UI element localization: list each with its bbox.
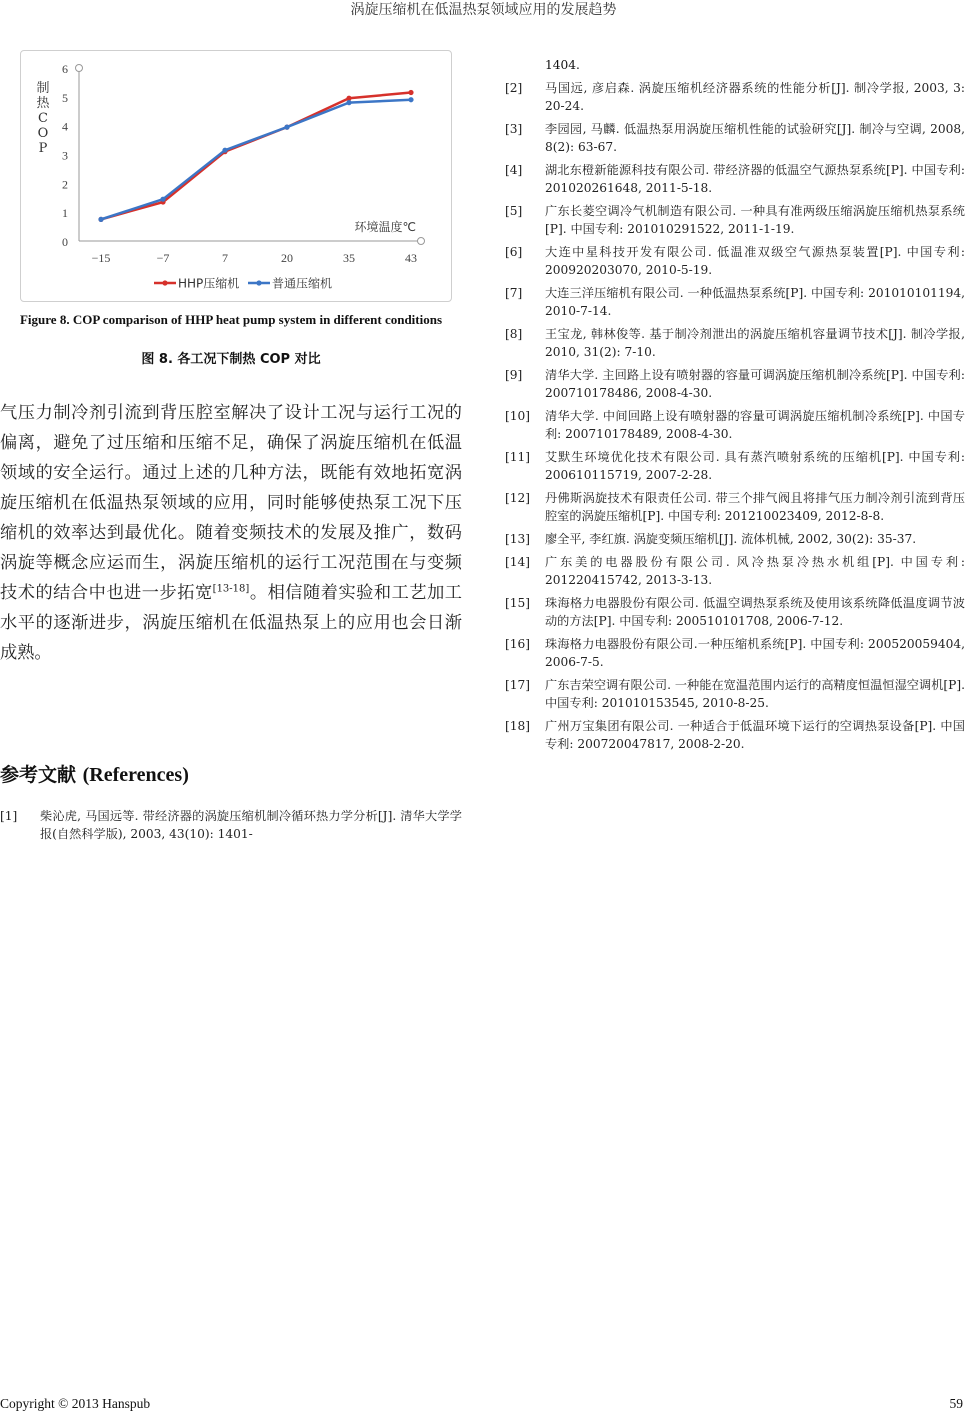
data-point: [408, 90, 413, 95]
reference-item: [505, 161, 965, 197]
reference-number: [15]: [505, 596, 531, 610]
reference-text: 艾默生环境优化技术有限公司. 具有蒸汽喷射系统的压缩机[P]. 中国专利: 200610115719, 2007-2-28.: [545, 450, 965, 482]
reference-text: 李园园, 马麟. 低温热泵用涡旋压缩机性能的试验研究[J]. 制冷与空调, 2008, 8(2): 63-67.: [545, 122, 965, 154]
reference-item: [505, 717, 965, 753]
reference-text: 清华大学. 主回路上设有喷射器的容量可调涡旋压缩机制冷系统[P]. 中国专利: 200710178486, 2008-4-30.: [545, 368, 965, 400]
body-text-main: 气压力制冷剂引流到背压腔室解决了设计工况与运行工况的偏离，避免了过压缩和压缩不足，确保了涡旋压缩机在低温领域的安全运行。通过上述的几种方法，既能有效地拓宽涡旋压缩机在低温热泵领域的应用，同时能够使热泵工况下压缩机的效率达到最优化。随着变频技术的发展及推广，数码涡旋等概念应运而生，涡旋压缩机的运行工况范围在与变频技术的结合中也进一步拓宽: [0, 403, 462, 603]
data-point: [284, 125, 289, 130]
reference-text: 廖全平, 李红旗. 涡旋变频压缩机[J]. 流体机械, 2002, 30(2): 35-37.: [545, 532, 917, 546]
reference-number: [3]: [505, 122, 523, 136]
reference-text: 广东长菱空调冷气机制造有限公司. 一种具有准两级压缩涡旋压缩机热泵系统[P]. 中国专利: 201010291522, 2011-1-19.: [545, 204, 965, 236]
reference-number: [16]: [505, 637, 531, 651]
y-tick-label: 5: [62, 90, 68, 105]
references-list-right: [505, 79, 965, 753]
reference-text: 珠海格力电器股份有限公司.一种压缩机系统[P]. 中国专利: 200520059404, 2006-7-5.: [545, 637, 965, 669]
figure-caption-zh: 图 8. 各工况下制热 COP 对比: [141, 352, 321, 367]
reference-text: 清华大学. 中间回路上设有喷射器的容量可调涡旋压缩机制冷系统[P]. 中国专利: 200710178489, 2008-4-30.: [545, 409, 965, 441]
legend-label: HHP压缩机: [178, 276, 240, 291]
reference-item: [505, 79, 965, 115]
chart-y-axis-label: 制热COP: [36, 81, 50, 156]
cop-chart: [20, 50, 452, 302]
y-tick-label: 1: [62, 206, 68, 221]
y-tick-label: 0: [62, 235, 68, 249]
reference-number: [8]: [505, 327, 523, 341]
x-tick-label: 35: [343, 251, 355, 265]
reference-number: [18]: [505, 719, 531, 733]
reference-item: [505, 202, 965, 238]
reference-item: [505, 325, 965, 361]
reference-text: 马国远, 彦启森. 涡旋压缩机经济器系统的性能分析[J]. 制冷学报, 2003, 3: 20-24.: [545, 81, 965, 113]
series-line-0: [101, 93, 411, 220]
legend-marker: [256, 280, 261, 285]
references-list-left: [0, 807, 462, 848]
y-tick-label: 6: [62, 62, 68, 76]
reference-text: 柴沁虎, 马国远等. 带经济器的涡旋压缩机制冷循环热力学分析[J]. 清华大学学报(自然科学版), 2003, 43(10): 1401-: [40, 809, 462, 841]
x-tick-label: 20: [281, 251, 293, 265]
references-heading-en: (References): [82, 764, 189, 786]
x-tick-label: −7: [156, 251, 170, 265]
body-text-end: 。相信随着实验和工艺加工水平的逐渐进步，涡旋压缩机在低温热泵上的应用也会日渐成熟。: [0, 583, 462, 663]
right-column: [505, 56, 965, 758]
reference-item: [505, 553, 965, 589]
x-axis-label: 环境温度℃: [354, 220, 416, 234]
citation-superscript: [13-18]: [212, 583, 250, 595]
reference-item: [505, 243, 965, 279]
reference-text: 大连三洋压缩机有限公司. 一种低温热泵系统[P]. 中国专利: 201010101194, 2010-7-14.: [545, 286, 965, 318]
running-head: 涡旋压缩机在低温热泵领域应用的发展趋势: [350, 2, 617, 18]
reference-text: 广东美的电器股份有限公司. 风冷热泵冷热水机组[P]. 中国专利: 201220415742, 2013-3-13.: [545, 555, 965, 587]
reference-item: [505, 407, 965, 443]
reference-number: [14]: [505, 555, 531, 569]
reference-number: [6]: [505, 245, 523, 259]
footer-copyright: Copyright © 2013 Hanspub: [0, 1396, 151, 1411]
x-tick-label: −15: [91, 251, 111, 265]
legend-marker: [162, 280, 167, 285]
references-heading: [0, 760, 462, 787]
reference-item: [505, 594, 965, 630]
x-tick-label: 7: [222, 251, 228, 265]
reference-number: [4]: [505, 163, 523, 177]
reference-text: 丹佛斯涡旋技术有限责任公司. 带三个排气阀且将排气压力制冷剂引流到背压腔室的涡旋压缩机[P]. 中国专利: 201210023409, 2012-8-8.: [545, 491, 965, 523]
y-tick-label: 2: [62, 177, 68, 192]
reference-item: [505, 120, 965, 156]
reference-item: [505, 530, 965, 548]
reference-item: [505, 635, 965, 671]
page-number: 59: [949, 1396, 963, 1411]
y-tick-label: 3: [62, 148, 68, 163]
reference-number: [10]: [505, 409, 531, 423]
reference-item: [505, 676, 965, 712]
data-point: [408, 97, 413, 102]
reference-item: [505, 366, 965, 402]
reference-continuation: 1404.: [545, 58, 580, 72]
y-tick-label: 4: [62, 119, 68, 134]
figure-caption-en: Figure 8. COP comparison of HHP heat pump system in different conditions: [19, 312, 443, 327]
reference-number: [1]: [0, 809, 18, 823]
data-point: [222, 148, 227, 153]
legend-label: 普通压缩机: [272, 276, 333, 291]
references-heading-zh: 参考文献: [0, 764, 77, 786]
reference-number: [2]: [505, 81, 523, 95]
reference-item: [505, 284, 965, 320]
reference-text: 珠海格力电器股份有限公司. 低温空调热泵系统及使用该系统降低温度调节波动的方法[P]. 中国专利: 200510101708, 2006-7-12.: [545, 596, 965, 628]
reference-text: 王宝龙, 韩林俊等. 基于制冷剂泄出的涡旋压缩机容量调节技术[J]. 制冷学报, 2010, 31(2): 7-10.: [545, 327, 965, 359]
reference-item: [505, 448, 965, 484]
reference-number: [9]: [505, 368, 523, 382]
y-axis-end-marker: [76, 65, 83, 72]
reference-item: [505, 489, 965, 525]
reference-text: 广州万宝集团有限公司. 一种适合于低温环境下运行的空调热泵设备[P]. 中国专利: 200720047817, 2008-2-20.: [545, 719, 965, 751]
data-point: [346, 100, 351, 105]
reference-number: [13]: [505, 532, 531, 546]
reference-number: [5]: [505, 204, 523, 218]
reference-number: [7]: [505, 286, 523, 300]
reference-number: [17]: [505, 678, 531, 692]
reference-item: [0, 807, 462, 843]
reference-text: 广东吉荣空调有限公司. 一种能在宽温范围内运行的高精度恒温恒湿空调机[P]. 中国专利: 201010153545, 2010-8-25.: [545, 678, 965, 710]
x-axis-end-marker: [418, 238, 425, 245]
data-point: [160, 197, 165, 202]
series-line-1: [101, 100, 411, 220]
reference-text: 湖北东橙新能源科技有限公司. 带经济器的低温空气源热泵系统[P]. 中国专利: 201020261648, 2011-5-18.: [545, 163, 965, 195]
chart-svg: [21, 51, 451, 301]
data-point: [98, 217, 103, 222]
reference-number: [11]: [505, 450, 531, 464]
x-tick-label: 43: [405, 251, 417, 265]
reference-number: [12]: [505, 491, 531, 505]
reference-text: 大连中星科技开发有限公司. 低温准双级空气源热泵装置[P]. 中国专利: 200920203070, 2010-5-19.: [545, 245, 965, 277]
body-paragraph: [0, 398, 462, 668]
